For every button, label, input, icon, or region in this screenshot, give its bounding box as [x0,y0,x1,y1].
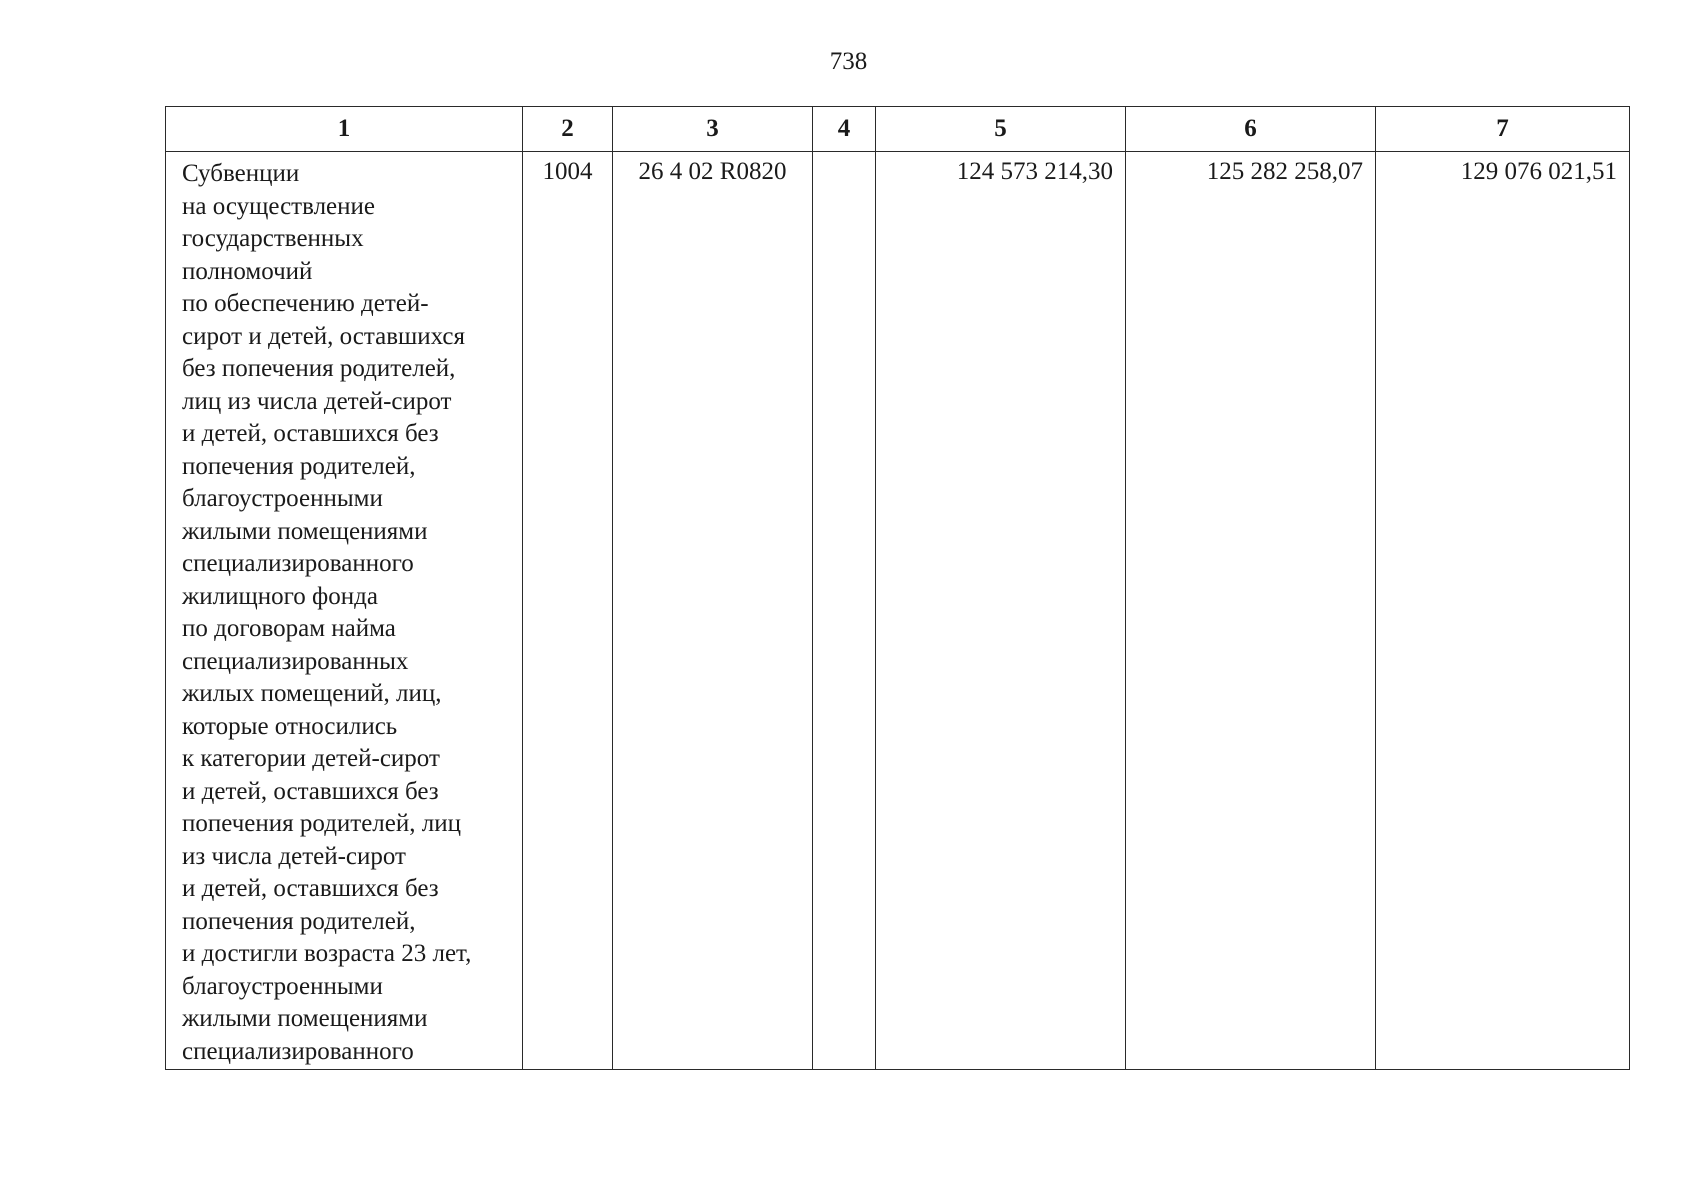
table-header-row [166,107,1630,152]
column-header-2: 2 [523,107,613,152]
target-article-cell: 26 4 02 R0820 [613,152,813,1070]
amount-cell-5: 124 573 214,30 [876,152,1126,1070]
amount-cell-7: 129 076 021,51 [1376,152,1630,1070]
table-row [166,152,1630,1070]
amount-cell-6: 125 282 258,07 [1126,152,1376,1070]
column-header-6: 6 [1126,107,1376,152]
row-description-cell: Субвенции на осуществление государственных полномочий по обеспечению детей- сирот и детей, оставшихся без попечения родителей, лиц из числа детей-сирот и детей, оставшихся без попечения родителей, благоустроенными жилыми помещениями специализированного жилищного фонда по договорам найма специализированных жилых помещений, лиц, которые относились к категории детей-сирот и детей, оставшихся без попечения родителей, лиц из числа детей-сирот и детей, оставшихся без попечения родителей, и достигли возраста 23 лет, благоустроенными жилыми помещениями специализированного [166,152,523,1070]
column-header-5: 5 [876,107,1126,152]
page-number: 738 [829,48,868,75]
expense-type-cell [813,152,876,1070]
column-header-1: 1 [166,107,523,152]
column-header-4: 4 [813,107,876,152]
column-header-7: 7 [1376,107,1630,152]
section-code-cell: 1004 [523,152,613,1070]
budget-table [165,106,1630,1070]
column-header-3: 3 [613,107,813,152]
